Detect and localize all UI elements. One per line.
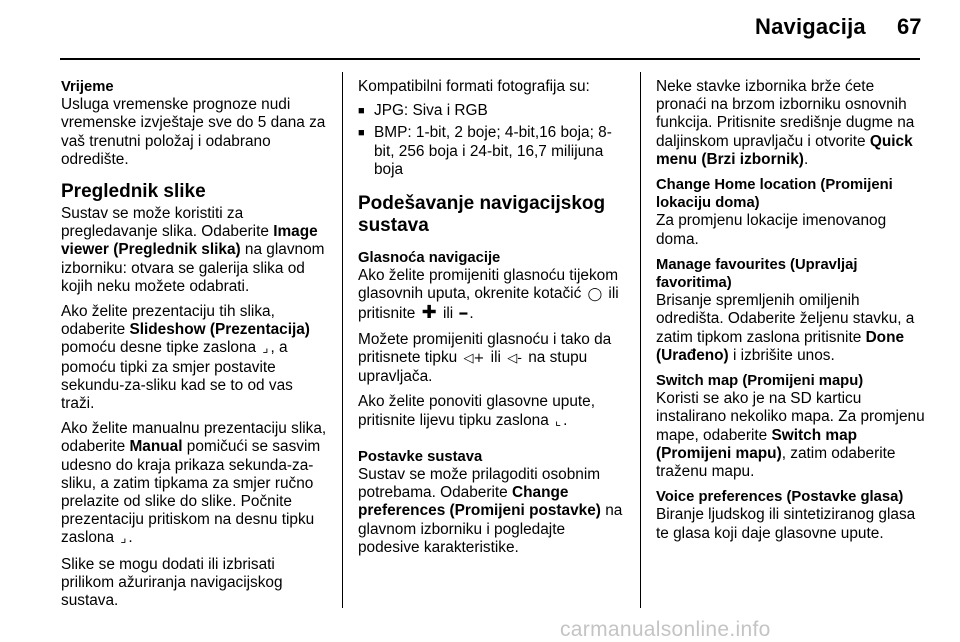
right-softkey-icon: ⌟ <box>120 531 127 547</box>
knob-icon: ◯ <box>587 287 603 303</box>
system-settings-subheading: Postavke sustava <box>358 448 483 465</box>
formats-intro: Kompatibilni formati fotografija su: <box>358 78 590 95</box>
image-viewer-paragraph-3: Ako želite manualnu prezentaciju slika, odaberite Manual pomičući se sasvim udesno do kraja prikaza sekunda-za-sliku, a zatim tipkama za smjer ručno prelazite od slike do slike. Počnite prezentaciju pritiskom na desnu tipku zaslona ⌟ . <box>61 420 329 548</box>
page-number: 67 <box>897 14 922 39</box>
column-divider-2 <box>640 72 641 608</box>
image-viewer-heading: Preglednik slike <box>61 181 206 203</box>
plus-icon: ✚ <box>421 301 437 323</box>
voice-preferences-subheading: Voice preferences (Postavke glasa) <box>656 489 904 506</box>
manage-favourites-subheading: Manage favourites (Upravljaj favoritima) <box>656 256 858 292</box>
volume-paragraph-1: Ako želite promijeniti glasnoću tijekom glasovnih uputa, okrenite kotačić ◯ ili pritisnite ✚ ili ━ . <box>358 267 619 323</box>
switch-map-text: Koristi se ako je na SD karticu instalirano nekoliko mapa. Za promjenu mape, odaberite Switch map (Promijeni mapu), zatim odaberite traženu mapu. <box>656 390 925 481</box>
weather-subheading: Vrijeme <box>61 79 114 95</box>
weather-text: Usluga vremenske prognoze nudi vremenske izvještaje sve do 5 dana za vaš trenutni položaj i odabrano odredište. <box>61 96 326 168</box>
column-divider-1 <box>342 72 343 608</box>
list-item: ■ BMP: 1-bit, 2 boje; 4-bit,16 boja; 8-bit, 256 boja i 24-bit, 16,7 milijuna boja <box>358 124 630 179</box>
page-title: Navigacija <box>755 14 866 39</box>
manage-favourites-text: Brisanje spremljenih omiljenih odredišta. Odaberite željenu stavku, a zatim tipkom zaslona pritisnite Done (Urađeno) i izbrišite unos. <box>656 292 915 364</box>
list-item: ■ JPG: Siva i RGB <box>358 102 630 120</box>
volume-up-icon: ◁+ <box>463 351 485 367</box>
volume-down-icon: ◁- <box>507 351 522 367</box>
right-softkey-icon: ⌟ <box>262 341 269 357</box>
image-viewer-paragraph-2: Ako želite prezentaciju tih slika, odaberite Slideshow (Prezentacija) pomoću desne tipke zaslona ⌟ , a pomoću tipki za smjer postavite sekundu-za-sliku kad se to od vas traži. <box>61 303 310 413</box>
image-viewer-paragraph-4: Slike se mogu dodati ili izbrisati prilikom ažuriranja navigacijskog sustava. <box>61 555 283 610</box>
switch-map-subheading: Switch map (Promijeni mapu) <box>656 373 864 390</box>
minus-icon: ━ <box>459 306 468 322</box>
watermark: carmanualsonline.info <box>560 618 771 641</box>
navigation-settings-heading: Podešavanje navigacijskog sustava <box>358 193 606 237</box>
system-settings-paragraph: Sustav se može prilagoditi osobnim potrebama. Odaberite Change preferences (Promijeni postavke) na glavnom izborniku i pogledajte podesive karakteristike. <box>358 466 623 556</box>
volume-paragraph-2: Možete promijeniti glasnoću i tako da pritisnete tipku ◁+ ili ◁- na stupu upravljača. <box>358 330 612 386</box>
column-1 <box>61 78 329 617</box>
voice-preferences-text: Biranje ljudskog ili sintetiziranog glasa te glasa koji daje glasovne upute. <box>656 506 916 542</box>
quick-menu-paragraph: Neke stavke izbornika brže ćete pronaći na brzom izborniku osnovnih funkcija. Pritisnite središnje dugme na daljinskom upravljaču i otvorite Quick menu (Brzi izbornik). <box>656 78 915 168</box>
change-home-text: Za promjenu lokacije imenovanog doma. <box>656 212 887 248</box>
formats-list <box>358 102 630 179</box>
header-divider <box>60 58 920 60</box>
volume-subheading: Glasnoća navigacije <box>358 250 501 267</box>
column-2 <box>358 78 630 564</box>
volume-paragraph-3: Ako želite ponoviti glasovne upute, pritisnite lijevu tipku zaslona ⌞ . <box>358 393 630 430</box>
column-3 <box>656 78 926 550</box>
image-viewer-paragraph-1: Sustav se može koristiti za pregledavanje slika. Odaberite Image viewer (Preglednik slika) na glavnom izborniku: otvara se galerija slika od kojih neku možete odabrati. <box>61 205 325 295</box>
change-home-subheading: Change Home location (Promijeni lokaciju doma) <box>656 177 893 212</box>
left-softkey-icon: ⌞ <box>555 413 562 429</box>
